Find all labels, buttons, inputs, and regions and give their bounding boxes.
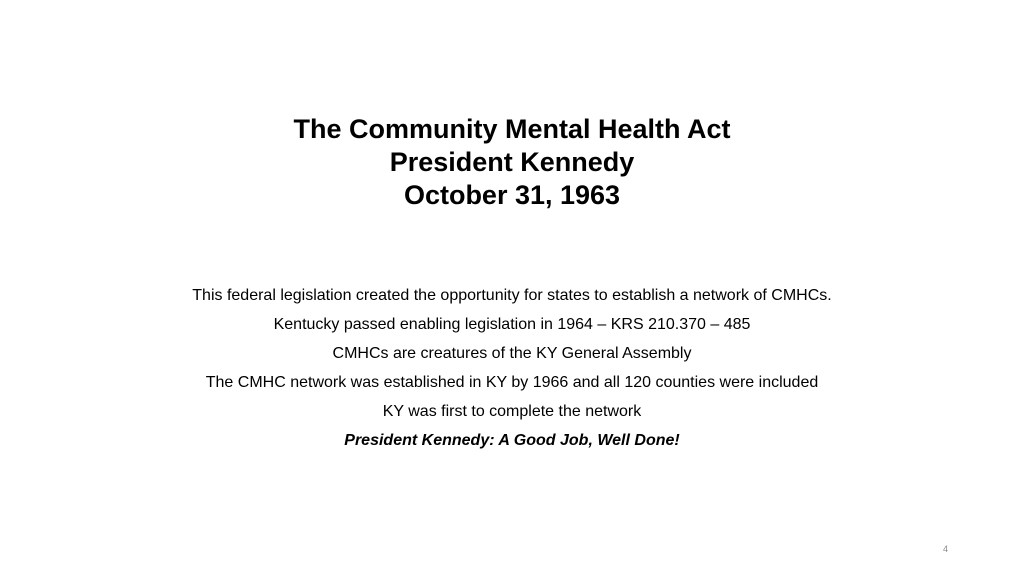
slide-title: [0, 113, 1024, 212]
slide-body: [0, 281, 1024, 455]
page-number: 4: [942, 544, 948, 554]
title-line-date: October 31, 1963: [403, 180, 621, 210]
title-line-act: The Community Mental Health Act: [293, 114, 731, 144]
body-line-first-to-complete: KY was first to complete the network: [382, 403, 642, 420]
title-line-president: President Kennedy: [389, 147, 635, 177]
body-line-kentucky-legislation: Kentucky passed enabling legislation in 1964 – KRS 210.370 – 485: [273, 316, 751, 333]
body-line-federal-legislation: This federal legislation created the opportunity for states to establish a network of CMHCs.: [192, 287, 832, 304]
body-line-network-established: The CMHC network was established in KY by 1966 and all 120 counties were included: [205, 374, 819, 391]
body-line-good-job: President Kennedy: A Good Job, Well Done!: [344, 432, 680, 449]
body-line-general-assembly: CMHCs are creatures of the KY General Assembly: [332, 345, 692, 362]
